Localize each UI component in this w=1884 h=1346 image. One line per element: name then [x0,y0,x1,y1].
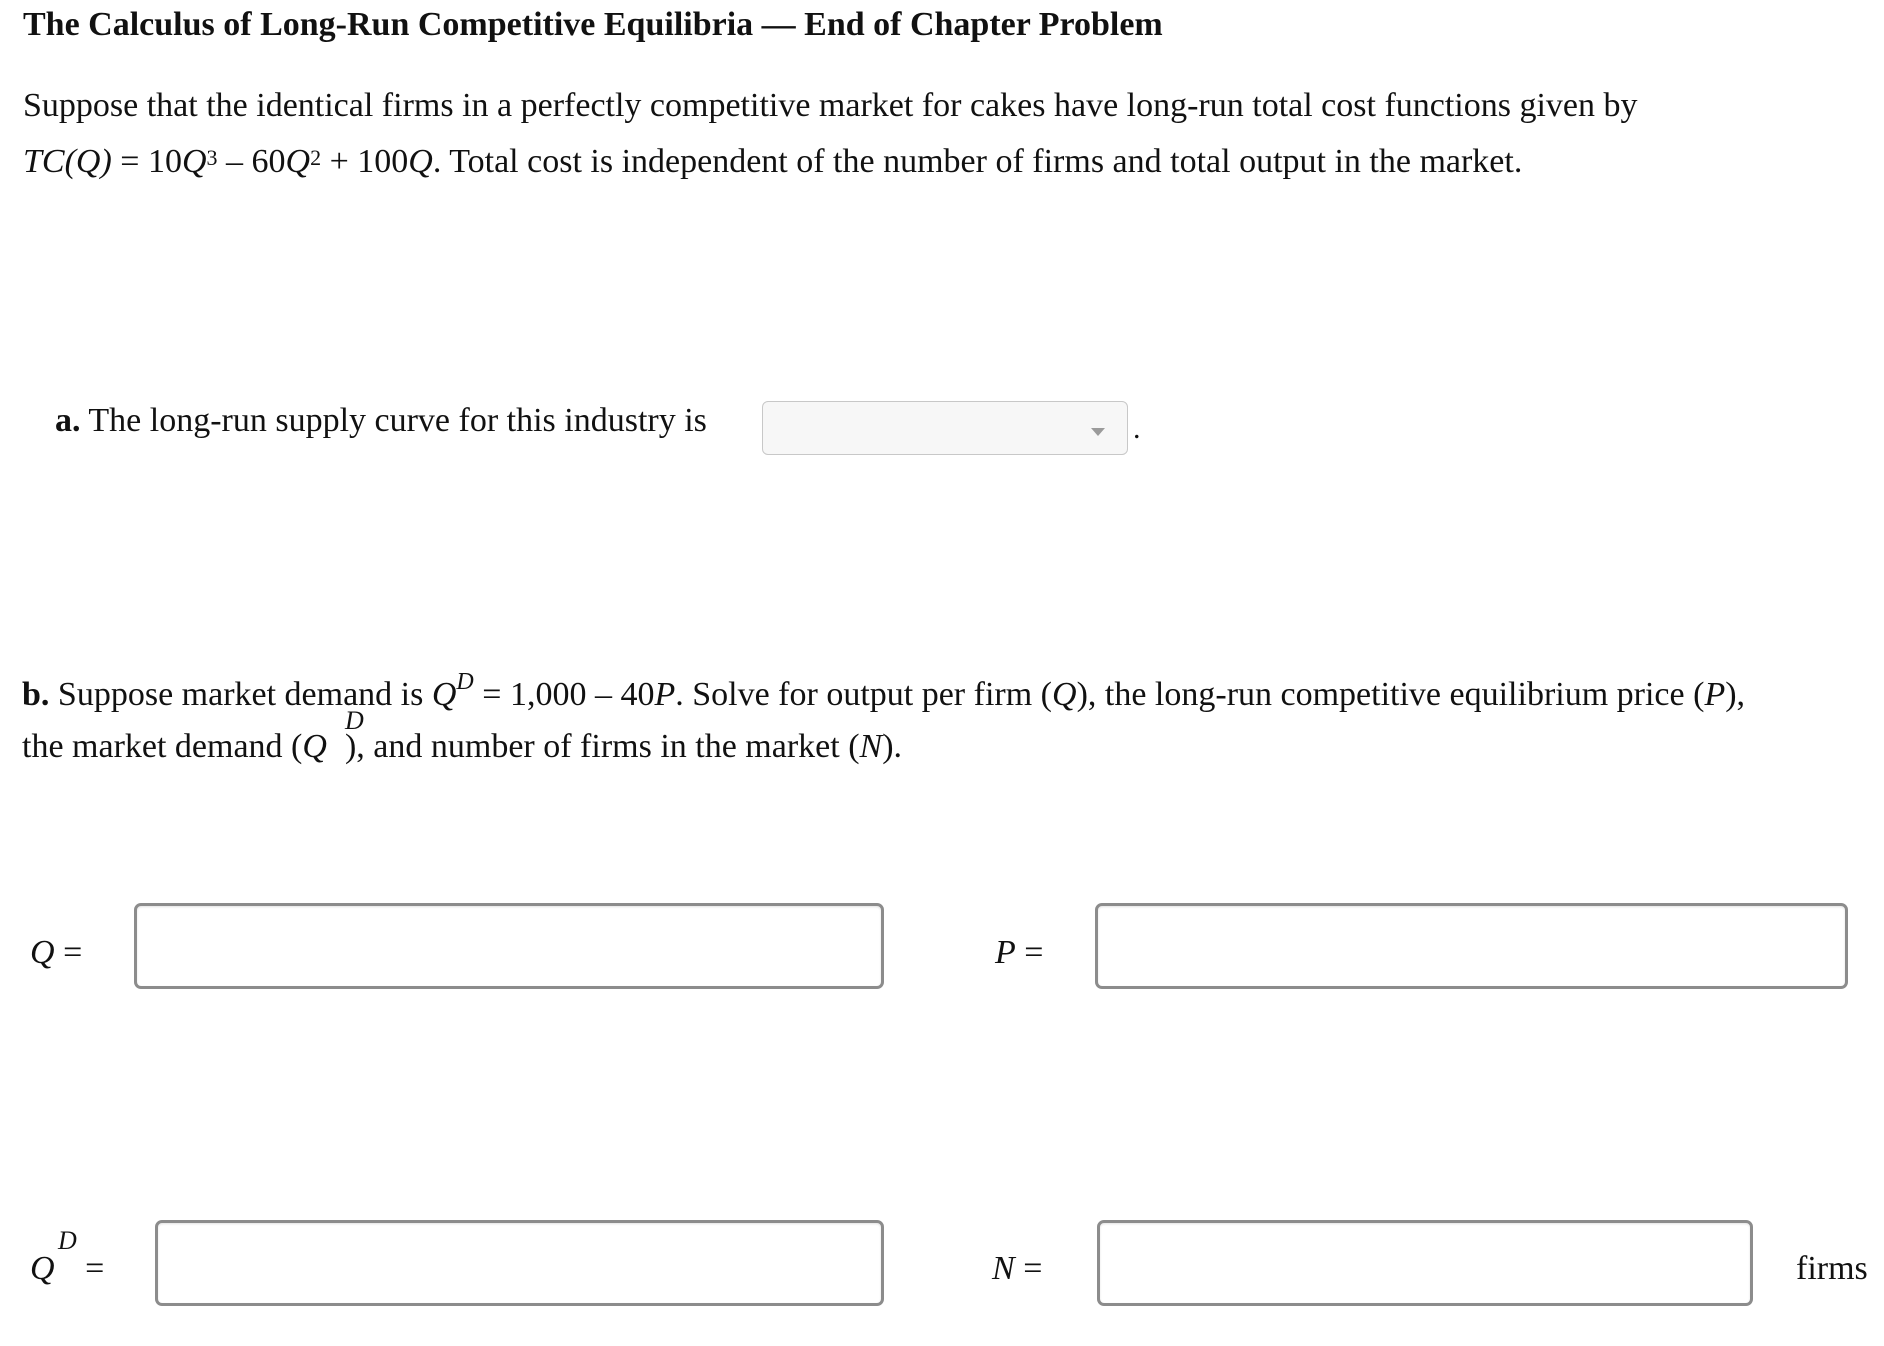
q-answer-input[interactable] [137,906,881,986]
part-b-line-2: the market demand (Q ), and number of firms in the market (N). [22,728,903,765]
supply-curve-dropdown[interactable] [762,401,1128,455]
demand-superscript: D [345,706,364,735]
qd-answer-label: Q = [30,1250,105,1287]
p-answer-input[interactable] [1098,906,1845,986]
n-answer-input[interactable] [1100,1223,1750,1303]
n-answer-box[interactable] [1097,1220,1753,1306]
tc-function: TC(Q) [23,143,112,180]
part-a-prompt: a. The long-run supply curve for this industry is [55,402,707,439]
intro-line-1: Suppose that the identical firms in a perfectly competitive market for cakes have long-run total cost functions given by [23,87,1638,124]
p-answer-label: P = [995,934,1044,971]
chevron-down-icon [1091,428,1105,436]
q-answer-box[interactable] [134,903,884,989]
qd-answer-box[interactable] [155,1220,884,1306]
page-title: The Calculus of Long-Run Competitive Equilibria — End of Chapter Problem [23,6,1163,43]
n-answer-label: N = [992,1250,1043,1287]
firms-unit-label: firms [1796,1250,1868,1287]
intro-line-2: $TC(Q) = 10Q^3 - 60Q^2 + 100Q$. Total cost is independent of the number of firms and total output in the market. [23,143,1523,180]
copyright-watermark [0,30,8,320]
part-a-period: . [1133,412,1141,445]
q-answer-label: Q = [30,934,83,971]
qd-answer-input[interactable] [158,1223,881,1303]
qd-label-superscript: D [58,1226,77,1255]
problem-intro [23,78,1638,190]
part-b-line-1: b. Suppose market demand is $Q^D = 1,000 - 40P$. Solve for output per firm (Q), the long-run competitive equilibrium price (P), [22,669,1746,713]
p-answer-box[interactable] [1095,903,1848,989]
